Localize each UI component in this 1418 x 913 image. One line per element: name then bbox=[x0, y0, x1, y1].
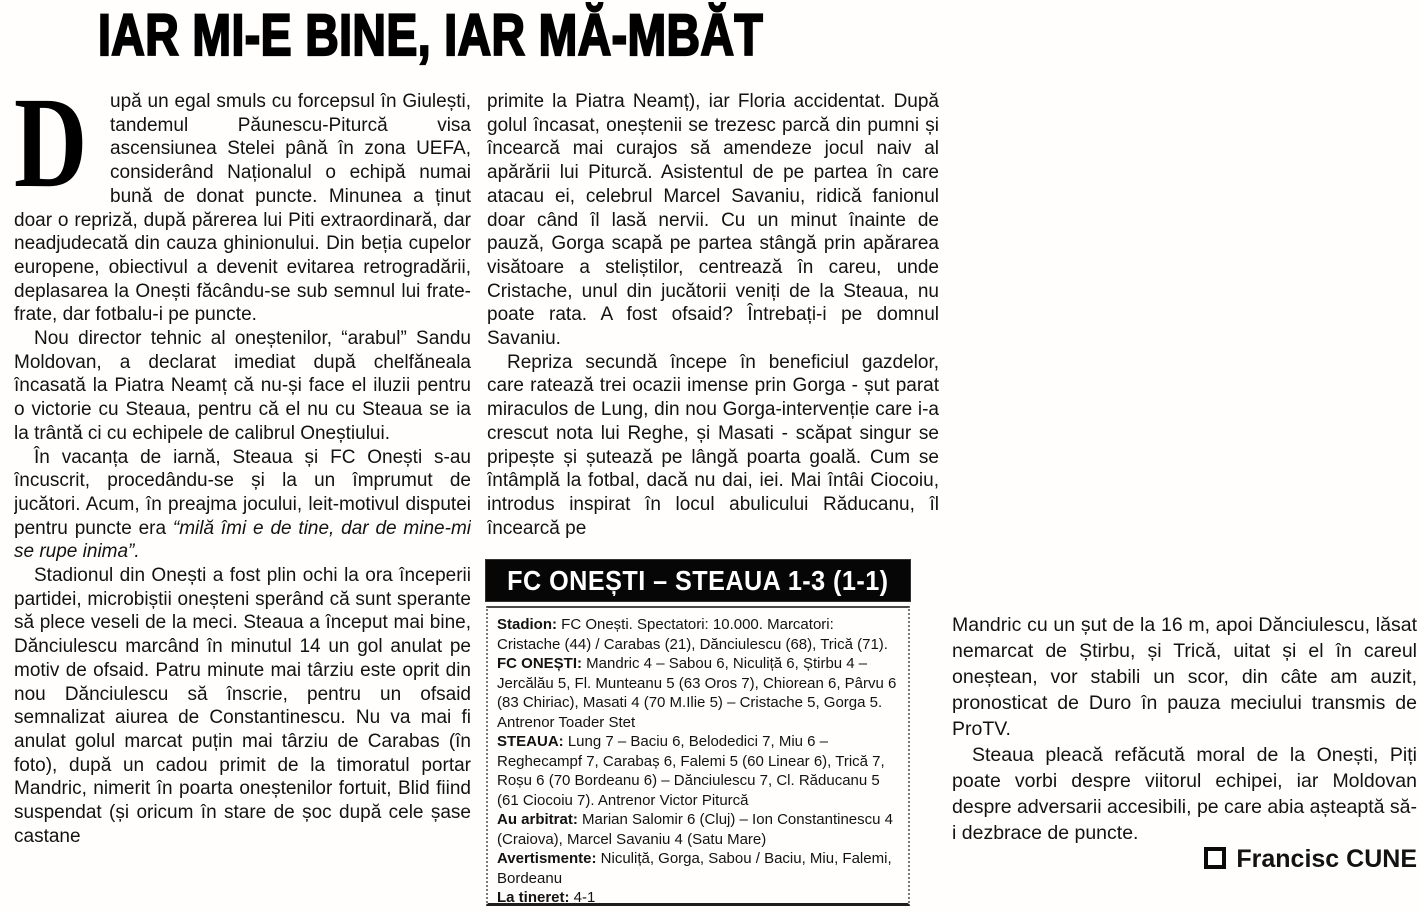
paragraph: Stadionul din Onești a fost plin ochi la ora începerii partidei, microbiștii oneșteni sperând că sunt sperante să plece veseli de la meci. Steaua a început mai bine, Dănciulescu marcând în minutul 14 un gol anulat pe motiv de ofsaid. Patru minute mai târziu este oprit din nou Dănciulescu să înscrie, pentru un ofsaid semnalizat aiurea de Constantinescu. Nu va mai fi anulat golul marcat puțin mai târziu de Carabas (în foto), după un cadou primit de la timoratul portar Mandric, nimerit în poarta oneștenilor fortuit, Blid fiind suspendat (și oricum în stare de șoc după cele șase castane bbox=[14, 565, 471, 847]
article-column-middle bbox=[487, 90, 939, 558]
paragraph: primite la Piatra Neamț), iar Floria accidentat. După golul încasat, oneștenii se trezesc parcă din pumni și încearcă mai curajos să amendeze jocul naiv al apărării lui Piturcă. Asistentul de pe partea în care atacau ei, celebrul Marcel Savaniu, ridică fanionul doar când îl lasă nervii. Cu un minut înainte de pauză, Gorga scapă pe partea stângă prin apărarea visătoare a steliștilor, centrează în careu, unde Cristache, unul din jucătorii veniți de la Steaua, nu poate rata. A fost ofsaid? Întrebați-i pe domnul Savaniu. bbox=[487, 91, 939, 350]
byline-square-icon bbox=[1204, 847, 1226, 869]
detail-text: 4-1 bbox=[569, 889, 596, 906]
article-headline: IAR MI-E BINE, IAR MĂ-MBĂT bbox=[98, 3, 764, 68]
paragraph: Mandric cu un șut de la 16 m, apoi Dănciulescu, lăsat nemarcat de Știrbu, și Trică, uitat și el în careul oneștean, vor stabili un scor, din câte am auzit, pronosticat de Duro în pauza meciului transmis de ProTV. bbox=[952, 614, 1417, 740]
detail-text: FC Onești. Spectatori: 10.000. Marcatori: Cristache (44) / Carabas (21), Dănciulescu (68), Trică (71). bbox=[497, 616, 888, 653]
detail-line-stadium bbox=[497, 615, 899, 654]
dropcap-letter: D bbox=[14, 90, 88, 215]
detail-text: Lung 7 – Baciu 6, Belodedici 7, Miu 6 – Reghecampf 7, Carabaș 6, Falemi 5 (60 Linear 6), Trică 7, Roșu 6 (70 Bordeanu 6) – Dănciulescu 7, Cl. Răducanu 5 (61 Ciocoiu 7). Antrenor Victor Piturcă bbox=[497, 733, 885, 809]
byline-author: Francisc CUNE bbox=[1236, 845, 1417, 873]
paragraph-lead-text: upă un egal smuls cu forcepsul în Giulești, tandemul Păunescu-Piturcă visa ascensiunea Stelei până în zona UEFA, considerând Naționalul o echipă numai bună de donat puncte. Minunea a ținut doar o repriză, după părerea lui Piti extraordinară, dar neadjudecată din cauza ghinionului. Din beția cupelor europene, obiectivul a devenit evitarea retrogradării, deplasarea la Onești făcându-se sub semnul lui frate-frate, dar fotbalu-i pe puncte. bbox=[14, 91, 471, 326]
detail-text: Niculiță, Gorga, Sabou / Baciu, Miu, Falemi, Bordeanu bbox=[497, 850, 892, 887]
article-column-right bbox=[952, 612, 1417, 872]
detail-label: FC ONEȘTI: bbox=[497, 655, 582, 672]
detail-line-home-team bbox=[497, 654, 899, 732]
detail-label: La tineret: bbox=[497, 889, 570, 906]
detail-text: Mandric 4 – Sabou 6, Niculiță 6, Știrbu 4 – Jercălău 5, Fl. Munteanu 5 (63 Oros 7), Chiorean 6, Pârvu 6 (83 Chiriac), Masati 4 (70 M.Ilie 5) – Cristache 5, Gorga 5. Antrenor Toader Stet bbox=[497, 655, 897, 731]
detail-line-youth-score bbox=[497, 888, 899, 906]
detail-text: Marian Salomir 6 (Cluj) – Ion Constantinescu 4 (Craiova), Marcel Savaniu 4 (Satu Mare) bbox=[497, 811, 893, 848]
match-score-title: FC ONEȘTI – STEAUA 1-3 (1-1) bbox=[507, 564, 889, 596]
article-column-left bbox=[14, 90, 471, 910]
match-details-box bbox=[486, 606, 910, 906]
detail-label: Stadion: bbox=[497, 616, 557, 633]
detail-line-bookings bbox=[497, 849, 899, 888]
detail-label: Au arbitrat: bbox=[497, 811, 578, 828]
detail-line-referees bbox=[497, 810, 899, 849]
byline bbox=[952, 846, 1417, 872]
match-score-banner bbox=[486, 560, 910, 601]
paragraph-lead bbox=[14, 90, 471, 327]
quote-italic: “milă îmi e de tine, dar de mine-mi se rupe inima”. bbox=[14, 517, 471, 563]
detail-label: Avertismente: bbox=[497, 850, 597, 867]
paragraph-text: În vacanța de iarnă, Steaua și FC Onești s-au încuscrit, procedându-se și la un împrumut de jucători. Acum, în preajma jocului, leit-motivul disputei pentru puncte era bbox=[14, 446, 471, 539]
paragraph: Repriza secundă începe în beneficiul gazdelor, care ratează trei ocazii imense prin Gorga - șut parat miraculos de Lung, din nou Gorga-intervenție care i-a crescut nota lui Reghe, și Masati - scăpat singur se pripește și șutează pe lângă poarta goală. Cum se întâmplă la fotbal, dacă nu dai, iei. Mai întâi Ciocoiu, introdus inspirat în locul abulicului Răducanu, îl încearcă pe bbox=[487, 351, 939, 539]
detail-line-away-team bbox=[497, 732, 899, 810]
paragraph: Nou director tehnic al oneștenilor, “arabul” Sandu Moldovan, a declarat imediat după chelfăneala încasată la Piatra Neamț că nu-și face el iluzii pentru o victorie cu Steaua, pentru că el nu cu Steaua se ia la trântă ci cu echipele de calibrul Oneștiului. bbox=[14, 328, 471, 444]
paragraph bbox=[14, 446, 471, 565]
detail-label: STEAUA: bbox=[497, 733, 564, 750]
paragraph: Steaua pleacă refăcută moral de la Onești, Piți poate vorbi despre viitorul echipei, iar Moldovan despre adversarii accesibili, pe care abia așteaptă să-i dezbrace de puncte. bbox=[952, 744, 1418, 844]
